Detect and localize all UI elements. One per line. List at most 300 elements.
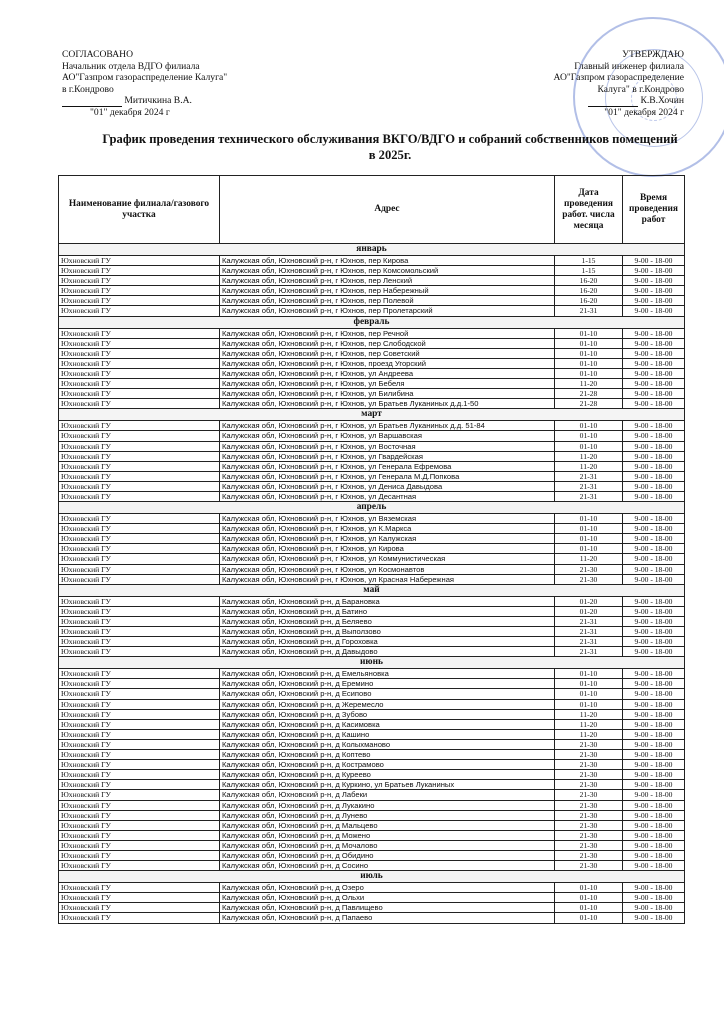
cell-dates: 01-10	[555, 348, 623, 358]
cell-address: Калужская обл, Юхновский р-н, г Юхнов, ул Десантная	[220, 491, 555, 501]
cell-branch: Юхновский ГУ	[59, 306, 220, 316]
cell-dates: 21-31	[555, 481, 623, 491]
approval-right-signature-row	[554, 95, 684, 107]
month-label: июнь	[59, 657, 685, 669]
cell-time: 9-00 - 18-00	[623, 544, 685, 554]
approval-left	[62, 49, 227, 119]
month-row	[59, 584, 685, 596]
month-row	[59, 502, 685, 514]
cell-branch: Юхновский ГУ	[59, 276, 220, 286]
cell-time: 9-00 - 18-00	[623, 471, 685, 481]
cell-branch: Юхновский ГУ	[59, 491, 220, 501]
cell-address: Калужская обл, Юхновский р-н, г Юхнов, пер Слободской	[220, 338, 555, 348]
table-row	[59, 451, 685, 461]
cell-address: Калужская обл, Юхновский р-н, г Юхнов, проезд Угорский	[220, 358, 555, 368]
cell-branch: Юхновский ГУ	[59, 358, 220, 368]
cell-time: 9-00 - 18-00	[623, 481, 685, 491]
cell-dates: 21-30	[555, 790, 623, 800]
cell-address: Калужская обл, Юхновский р-н, д Давыдово	[220, 647, 555, 657]
cell-time: 9-00 - 18-00	[623, 679, 685, 689]
table-row	[59, 491, 685, 501]
cell-time: 9-00 - 18-00	[623, 276, 685, 286]
cell-dates: 01-10	[555, 883, 623, 893]
cell-branch: Юхновский ГУ	[59, 596, 220, 606]
approval-left-line4: в г.Кондрово	[62, 83, 114, 95]
cell-dates: 21-31	[555, 616, 623, 626]
cell-dates: 21-28	[555, 389, 623, 399]
cell-dates: 01-10	[555, 903, 623, 913]
cell-dates: 1-15	[555, 256, 623, 266]
header-address: Адрес	[220, 176, 555, 244]
table-row	[59, 790, 685, 800]
schedule-body	[59, 244, 685, 924]
header-name: Наименование филиала/газового участка	[59, 176, 220, 244]
table-row	[59, 441, 685, 451]
cell-dates: 21-30	[555, 830, 623, 840]
table-row	[59, 379, 685, 389]
table-row	[59, 699, 685, 709]
month-label: март	[59, 409, 685, 421]
cell-time: 9-00 - 18-00	[623, 689, 685, 699]
table-row	[59, 679, 685, 689]
cell-address: Калужская обл, Юхновский р-н, д Мальцево	[220, 820, 555, 830]
cell-address: Калужская обл, Юхновский р-н, д Лунево	[220, 810, 555, 820]
approval-left-line3: АО"Газпром газораспределение Калуга"	[62, 72, 228, 84]
cell-time: 9-00 - 18-00	[623, 441, 685, 451]
cell-address: Калужская обл, Юхновский р-н, г Юхнов, пер Речной	[220, 328, 555, 338]
cell-address: Калужская обл, Юхновский р-н, г Юхнов, ул Дениса Давыдова	[220, 481, 555, 491]
cell-address: Калужская обл, Юхновский р-н, д Можено	[220, 830, 555, 840]
cell-dates: 21-31	[555, 471, 623, 481]
table-row	[59, 893, 685, 903]
table-row	[59, 637, 685, 647]
table-row	[59, 800, 685, 810]
signature-line	[588, 97, 638, 107]
cell-dates: 21-31	[555, 647, 623, 657]
table-row	[59, 739, 685, 749]
month-label: январь	[59, 244, 685, 256]
cell-time: 9-00 - 18-00	[623, 461, 685, 471]
cell-branch: Юхновский ГУ	[59, 840, 220, 850]
cell-branch: Юхновский ГУ	[59, 554, 220, 564]
cell-dates: 01-10	[555, 893, 623, 903]
cell-time: 9-00 - 18-00	[623, 840, 685, 850]
cell-dates: 21-30	[555, 739, 623, 749]
approval-right-line1: УТВЕРЖДАЮ	[622, 49, 684, 60]
cell-dates: 21-30	[555, 750, 623, 760]
cell-dates: 01-20	[555, 596, 623, 606]
cell-branch: Юхновский ГУ	[59, 780, 220, 790]
cell-dates: 21-30	[555, 760, 623, 770]
cell-dates: 16-20	[555, 296, 623, 306]
approval-right-name: К.В.Хочин	[640, 95, 684, 107]
cell-branch: Юхновский ГУ	[59, 534, 220, 544]
cell-time: 9-00 - 18-00	[623, 647, 685, 657]
approval-left-date: "01" декабря 2024 г	[90, 106, 170, 118]
cell-time: 9-00 - 18-00	[623, 850, 685, 860]
cell-dates: 21-30	[555, 850, 623, 860]
table-row	[59, 266, 685, 276]
cell-dates: 01-10	[555, 679, 623, 689]
cell-time: 9-00 - 18-00	[623, 800, 685, 810]
cell-address: Калужская обл, Юхновский р-н, д Колыхманово	[220, 739, 555, 749]
cell-time: 9-00 - 18-00	[623, 256, 685, 266]
cell-branch: Юхновский ГУ	[59, 830, 220, 840]
cell-branch: Юхновский ГУ	[59, 903, 220, 913]
cell-branch: Юхновский ГУ	[59, 709, 220, 719]
cell-dates: 21-30	[555, 820, 623, 830]
cell-address: Калужская обл, Юхновский р-н, д Батино	[220, 606, 555, 616]
cell-time: 9-00 - 18-00	[623, 358, 685, 368]
cell-time: 9-00 - 18-00	[623, 564, 685, 574]
cell-address: Калужская обл, Юхновский р-н, г Юхнов, пер Кирова	[220, 256, 555, 266]
table-row	[59, 840, 685, 850]
cell-dates: 01-10	[555, 699, 623, 709]
cell-dates: 01-10	[555, 441, 623, 451]
cell-time: 9-00 - 18-00	[623, 431, 685, 441]
cell-branch: Юхновский ГУ	[59, 431, 220, 441]
cell-address: Калужская обл, Юхновский р-н, г Юхнов, ул Бебеля	[220, 379, 555, 389]
cell-dates: 01-10	[555, 544, 623, 554]
table-row	[59, 810, 685, 820]
table-row	[59, 883, 685, 893]
cell-branch: Юхновский ГУ	[59, 810, 220, 820]
table-row	[59, 296, 685, 306]
table-row	[59, 431, 685, 441]
cell-time: 9-00 - 18-00	[623, 338, 685, 348]
cell-branch: Юхновский ГУ	[59, 913, 220, 923]
table-row	[59, 524, 685, 534]
cell-time: 9-00 - 18-00	[623, 729, 685, 739]
month-row	[59, 316, 685, 328]
cell-branch: Юхновский ГУ	[59, 256, 220, 266]
cell-address: Калужская обл, Юхновский р-н, д Беляево	[220, 616, 555, 626]
table-header-row	[59, 176, 685, 244]
cell-address: Калужская обл, Юхновский р-н, д Зубово	[220, 709, 555, 719]
cell-dates: 11-20	[555, 379, 623, 389]
cell-dates: 01-10	[555, 669, 623, 679]
cell-branch: Юхновский ГУ	[59, 800, 220, 810]
cell-address: Калужская обл, Юхновский р-н, г Юхнов, пер Полевой	[220, 296, 555, 306]
cell-dates: 21-28	[555, 399, 623, 409]
cell-time: 9-00 - 18-00	[623, 820, 685, 830]
table-row	[59, 850, 685, 860]
cell-time: 9-00 - 18-00	[623, 669, 685, 679]
cell-address: Калужская обл, Юхновский р-н, г Юхнов, ул К.Маркса	[220, 524, 555, 534]
table-row	[59, 554, 685, 564]
cell-address: Калужская обл, Юхновский р-н, г Юхнов, ул Андреева	[220, 368, 555, 378]
table-row	[59, 669, 685, 679]
cell-time: 9-00 - 18-00	[623, 348, 685, 358]
cell-address: Калужская обл, Юхновский р-н, д Куркино, ул Братьев Луканиных	[220, 780, 555, 790]
cell-time: 9-00 - 18-00	[623, 491, 685, 501]
cell-time: 9-00 - 18-00	[623, 451, 685, 461]
cell-time: 9-00 - 18-00	[623, 770, 685, 780]
approval-left-line1: СОГЛАСОВАНО	[62, 49, 134, 60]
cell-branch: Юхновский ГУ	[59, 338, 220, 348]
signature-line	[62, 97, 122, 107]
table-row	[59, 820, 685, 830]
cell-dates: 11-20	[555, 709, 623, 719]
cell-address: Калужская обл, Юхновский р-н, д Сосино	[220, 861, 555, 871]
cell-address: Калужская обл, Юхновский р-н, г Юхнов, ул Космонавтов	[220, 564, 555, 574]
cell-address: Калужская обл, Юхновский р-н, д Кострамово	[220, 760, 555, 770]
cell-branch: Юхновский ГУ	[59, 471, 220, 481]
cell-time: 9-00 - 18-00	[623, 699, 685, 709]
cell-time: 9-00 - 18-00	[623, 760, 685, 770]
cell-branch: Юхновский ГУ	[59, 606, 220, 616]
cell-dates: 01-10	[555, 328, 623, 338]
cell-dates: 11-20	[555, 729, 623, 739]
cell-time: 9-00 - 18-00	[623, 790, 685, 800]
cell-time: 9-00 - 18-00	[623, 750, 685, 760]
month-row	[59, 871, 685, 883]
cell-branch: Юхновский ГУ	[59, 669, 220, 679]
cell-branch: Юхновский ГУ	[59, 699, 220, 709]
cell-address: Калужская обл, Юхновский р-н, г Юхнов, ул Вяземская	[220, 514, 555, 524]
cell-dates: 01-10	[555, 514, 623, 524]
cell-address: Калужская обл, Юхновский р-н, д Есипово	[220, 689, 555, 699]
table-row	[59, 399, 685, 409]
table-row	[59, 421, 685, 431]
header-time: Время проведения работ	[623, 176, 685, 244]
month-row	[59, 657, 685, 669]
cell-dates: 01-10	[555, 689, 623, 699]
table-row	[59, 358, 685, 368]
cell-address: Калужская обл, Юхновский р-н, г Юхнов, ул Восточная	[220, 441, 555, 451]
cell-time: 9-00 - 18-00	[623, 637, 685, 647]
cell-branch: Юхновский ГУ	[59, 441, 220, 451]
cell-branch: Юхновский ГУ	[59, 719, 220, 729]
cell-time: 9-00 - 18-00	[623, 379, 685, 389]
cell-address: Калужская обл, Юхновский р-н, г Юхнов, ул Калужская	[220, 534, 555, 544]
schedule-table	[58, 175, 685, 924]
cell-address: Калужская обл, Юхновский р-н, д Выползово	[220, 627, 555, 637]
table-row	[59, 461, 685, 471]
cell-address: Калужская обл, Юхновский р-н, д Куреево	[220, 770, 555, 780]
cell-time: 9-00 - 18-00	[623, 596, 685, 606]
cell-dates: 01-10	[555, 368, 623, 378]
cell-branch: Юхновский ГУ	[59, 368, 220, 378]
cell-address: Калужская обл, Юхновский р-н, г Юхнов, ул Билибина	[220, 389, 555, 399]
cell-branch: Юхновский ГУ	[59, 689, 220, 699]
cell-branch: Юхновский ГУ	[59, 883, 220, 893]
cell-time: 9-00 - 18-00	[623, 421, 685, 431]
cell-branch: Юхновский ГУ	[59, 328, 220, 338]
cell-time: 9-00 - 18-00	[623, 719, 685, 729]
cell-branch: Юхновский ГУ	[59, 266, 220, 276]
cell-time: 9-00 - 18-00	[623, 913, 685, 923]
table-row	[59, 647, 685, 657]
cell-address: Калужская обл, Юхновский р-н, г Юхнов, пер Комсомольский	[220, 266, 555, 276]
table-row	[59, 389, 685, 399]
cell-dates: 21-30	[555, 780, 623, 790]
cell-branch: Юхновский ГУ	[59, 820, 220, 830]
cell-time: 9-00 - 18-00	[623, 514, 685, 524]
approval-right	[554, 49, 684, 119]
cell-branch: Юхновский ГУ	[59, 524, 220, 534]
approval-right-line2: Главный инженер филиала	[574, 60, 684, 72]
cell-branch: Юхновский ГУ	[59, 616, 220, 626]
cell-time: 9-00 - 18-00	[623, 830, 685, 840]
approval-left-signature-row	[62, 95, 227, 107]
cell-branch: Юхновский ГУ	[59, 739, 220, 749]
cell-time: 9-00 - 18-00	[623, 389, 685, 399]
table-row	[59, 861, 685, 871]
cell-address: Калужская обл, Юхновский р-н, д Коптево	[220, 750, 555, 760]
cell-dates: 21-30	[555, 810, 623, 820]
cell-branch: Юхновский ГУ	[59, 893, 220, 903]
cell-time: 9-00 - 18-00	[623, 903, 685, 913]
cell-time: 9-00 - 18-00	[623, 709, 685, 719]
cell-branch: Юхновский ГУ	[59, 647, 220, 657]
cell-address: Калужская обл, Юхновский р-н, д Озеро	[220, 883, 555, 893]
cell-branch: Юхновский ГУ	[59, 627, 220, 637]
table-row	[59, 348, 685, 358]
cell-branch: Юхновский ГУ	[59, 564, 220, 574]
cell-address: Калужская обл, Юхновский р-н, г Юхнов, пер Советский	[220, 348, 555, 358]
cell-time: 9-00 - 18-00	[623, 606, 685, 616]
cell-address: Калужская обл, Юхновский р-н, д Барановка	[220, 596, 555, 606]
table-row	[59, 780, 685, 790]
cell-dates: 21-30	[555, 564, 623, 574]
table-row	[59, 606, 685, 616]
cell-branch: Юхновский ГУ	[59, 481, 220, 491]
cell-branch: Юхновский ГУ	[59, 379, 220, 389]
cell-dates: 01-10	[555, 524, 623, 534]
cell-dates: 16-20	[555, 276, 623, 286]
cell-address: Калужская обл, Юхновский р-н, д Папаево	[220, 913, 555, 923]
cell-dates: 01-10	[555, 421, 623, 431]
table-row	[59, 760, 685, 770]
table-row	[59, 719, 685, 729]
cell-dates: 01-20	[555, 606, 623, 616]
table-row	[59, 471, 685, 481]
table-row	[59, 830, 685, 840]
cell-branch: Юхновский ГУ	[59, 637, 220, 647]
header-dates: Дата проведения работ. числа месяца	[555, 176, 623, 244]
month-label: апрель	[59, 502, 685, 514]
cell-dates: 21-30	[555, 770, 623, 780]
cell-time: 9-00 - 18-00	[623, 554, 685, 564]
cell-address: Калужская обл, Юхновский р-н, д Гороховка	[220, 637, 555, 647]
approval-left-line2: Начальник отдела ВДГО филиала	[62, 60, 200, 72]
cell-address: Калужская обл, Юхновский р-н, д Лукакино	[220, 800, 555, 810]
cell-address: Калужская обл, Юхновский р-н, г Юхнов, ул Братьев Луканиных д.д.1-50	[220, 399, 555, 409]
cell-address: Калужская обл, Юхновский р-н, г Юхнов, пер Набережный	[220, 286, 555, 296]
cell-dates: 11-20	[555, 719, 623, 729]
table-row	[59, 616, 685, 626]
table-row	[59, 286, 685, 296]
table-row	[59, 627, 685, 637]
cell-dates: 11-20	[555, 451, 623, 461]
cell-time: 9-00 - 18-00	[623, 616, 685, 626]
cell-time: 9-00 - 18-00	[623, 328, 685, 338]
cell-address: Калужская обл, Юхновский р-н, г Юхнов, ул Гвардейская	[220, 451, 555, 461]
cell-address: Калужская обл, Юхновский р-н, г Юхнов, ул Генерала Ефремова	[220, 461, 555, 471]
cell-time: 9-00 - 18-00	[623, 883, 685, 893]
table-row	[59, 338, 685, 348]
table-row	[59, 903, 685, 913]
cell-branch: Юхновский ГУ	[59, 451, 220, 461]
cell-address: Калужская обл, Юхновский р-н, г Юхнов, ул Варшавская	[220, 431, 555, 441]
cell-address: Калужская обл, Юхновский р-н, г Юхнов, ул Кирова	[220, 544, 555, 554]
approval-left-name: Митичкина В.А.	[124, 95, 192, 107]
cell-time: 9-00 - 18-00	[623, 861, 685, 871]
cell-branch: Юхновский ГУ	[59, 850, 220, 860]
month-label: май	[59, 584, 685, 596]
cell-dates: 21-31	[555, 637, 623, 647]
table-row	[59, 256, 685, 266]
cell-address: Калужская обл, Юхновский р-н, д Касимовка	[220, 719, 555, 729]
cell-dates: 01-10	[555, 534, 623, 544]
cell-branch: Юхновский ГУ	[59, 574, 220, 584]
table-row	[59, 306, 685, 316]
cell-dates: 21-31	[555, 627, 623, 637]
cell-branch: Юхновский ГУ	[59, 861, 220, 871]
cell-dates: 21-30	[555, 840, 623, 850]
table-row	[59, 368, 685, 378]
cell-branch: Юхновский ГУ	[59, 296, 220, 306]
cell-address: Калужская обл, Юхновский р-н, д Ольхи	[220, 893, 555, 903]
cell-dates: 01-10	[555, 913, 623, 923]
cell-address: Калужская обл, Юхновский р-н, г Юхнов, пер Пролетарский	[220, 306, 555, 316]
cell-branch: Юхновский ГУ	[59, 729, 220, 739]
table-row	[59, 564, 685, 574]
month-label: февраль	[59, 316, 685, 328]
cell-dates: 16-20	[555, 286, 623, 296]
cell-dates: 11-20	[555, 554, 623, 564]
cell-time: 9-00 - 18-00	[623, 739, 685, 749]
cell-dates: 21-30	[555, 861, 623, 871]
cell-address: Калужская обл, Юхновский р-н, г Юхнов, пер Ленский	[220, 276, 555, 286]
cell-branch: Юхновский ГУ	[59, 461, 220, 471]
cell-address: Калужская обл, Юхновский р-н, г Юхнов, ул Генерала М.Д.Попкова	[220, 471, 555, 481]
table-row	[59, 596, 685, 606]
cell-address: Калужская обл, Юхновский р-н, д Еремино	[220, 679, 555, 689]
cell-time: 9-00 - 18-00	[623, 266, 685, 276]
cell-dates: 1-15	[555, 266, 623, 276]
table-row	[59, 750, 685, 760]
cell-branch: Юхновский ГУ	[59, 286, 220, 296]
cell-dates: 01-10	[555, 431, 623, 441]
cell-address: Калужская обл, Юхновский р-н, г Юхнов, ул Братьев Луканиных д.д. 51-84	[220, 421, 555, 431]
cell-address: Калужская обл, Юхновский р-н, д Обидино	[220, 850, 555, 860]
page-title: График проведения технического обслуживания ВКГО/ВДГО и собраний собственников помещений в 2025г.	[102, 132, 678, 162]
cell-address: Калужская обл, Юхновский р-н, д Емельяновка	[220, 669, 555, 679]
approval-right-line4: Калуга" в г.Кондрово	[597, 83, 684, 95]
table-row	[59, 544, 685, 554]
cell-time: 9-00 - 18-00	[623, 524, 685, 534]
cell-time: 9-00 - 18-00	[623, 286, 685, 296]
approval-right-line3: АО"Газпром газораспределение	[553, 72, 684, 84]
cell-address: Калужская обл, Юхновский р-н, д Жеремесло	[220, 699, 555, 709]
cell-dates: 21-31	[555, 491, 623, 501]
cell-dates: 21-31	[555, 306, 623, 316]
cell-branch: Юхновский ГУ	[59, 790, 220, 800]
table-row	[59, 729, 685, 739]
cell-branch: Юхновский ГУ	[59, 389, 220, 399]
table-row	[59, 574, 685, 584]
cell-address: Калужская обл, Юхновский р-н, д Павлищево	[220, 903, 555, 913]
table-row	[59, 770, 685, 780]
month-row	[59, 244, 685, 256]
cell-dates: 01-10	[555, 358, 623, 368]
cell-branch: Юхновский ГУ	[59, 750, 220, 760]
cell-branch: Юхновский ГУ	[59, 679, 220, 689]
table-row	[59, 328, 685, 338]
cell-time: 9-00 - 18-00	[623, 893, 685, 903]
